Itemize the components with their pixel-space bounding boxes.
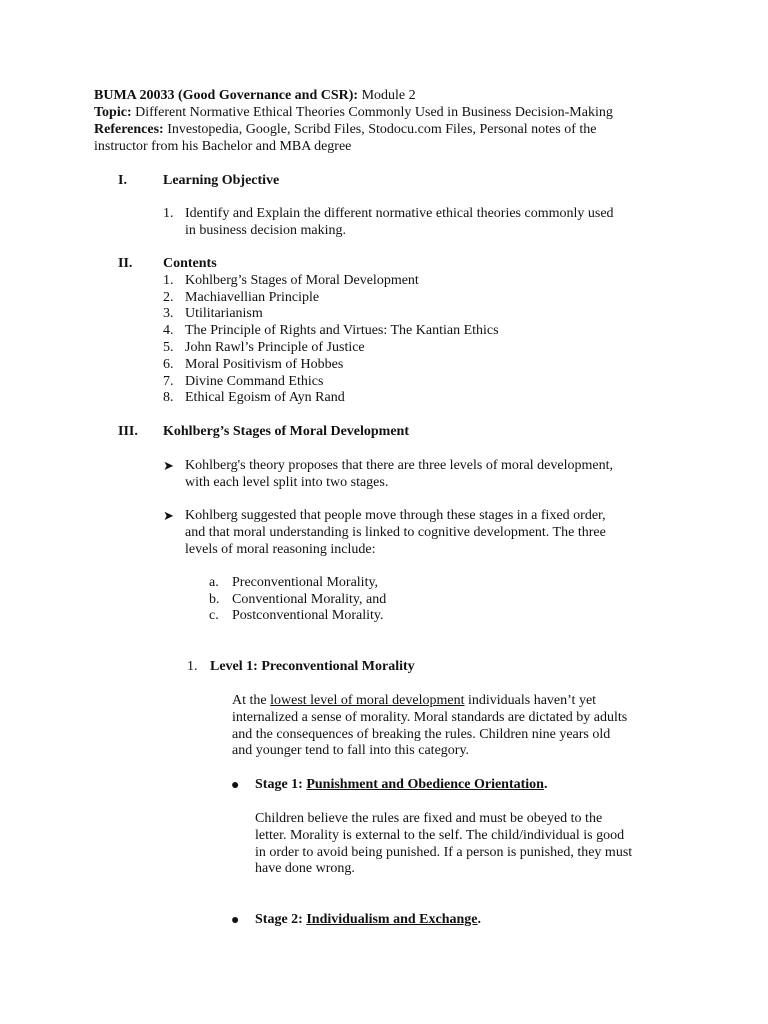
arrow-bullet-icon: ➤ xyxy=(163,508,174,523)
list-item: John Rawl’s Principle of Justice xyxy=(185,340,365,355)
underlined-phrase: lowest level of moral development xyxy=(270,693,465,708)
list-item: The Principle of Rights and Virtues: The Kantian Ethics xyxy=(185,323,499,338)
list-item-number: 8. xyxy=(163,390,174,405)
objective-text-line-1: Identify and Explain the different normative ethical theories commonly used xyxy=(185,206,614,221)
section-title-kohlberg: Kohlberg’s Stages of Moral Development xyxy=(163,424,409,439)
level-1-paragraph-line-4: and younger tend to fall into this category. xyxy=(232,743,470,758)
section-title-contents: Contents xyxy=(163,256,217,271)
bullet-2-line-2: and that moral understanding is linked to cognitive development. The three xyxy=(185,525,606,540)
list-item-number: 5. xyxy=(163,340,174,355)
section-numeral-3: III. xyxy=(118,424,138,439)
list-item-number: 3. xyxy=(163,306,174,321)
list-item: Kohlberg’s Stages of Moral Development xyxy=(185,273,419,288)
stage-1-name: Punishment and Obedience Orientation xyxy=(306,777,544,792)
list-item: Utilitarianism xyxy=(185,306,263,321)
references-line xyxy=(94,122,596,139)
course-label: BUMA 20033 (Good Governance and CSR): xyxy=(94,88,359,103)
list-item-number: 2. xyxy=(163,290,174,305)
objective-number: 1. xyxy=(163,206,174,221)
list-item: Moral Positivism of Hobbes xyxy=(185,357,344,372)
level-1-title: Level 1: Preconventional Morality xyxy=(210,659,415,674)
references-label: References: xyxy=(94,122,164,137)
arrow-bullet-icon: ➤ xyxy=(163,458,174,473)
bullet-2-line-3: levels of moral reasoning include: xyxy=(185,542,376,557)
level-item: Preconventional Morality, xyxy=(232,575,379,590)
topic-text: Different Normative Ethical Theories Commonly Used in Business Decision-Making xyxy=(131,105,613,120)
bullet-1-line-1: Kohlberg's theory proposes that there are three levels of moral development, xyxy=(185,458,613,473)
bullet-1-line-2: with each level split into two stages. xyxy=(185,475,389,490)
stage-1-line-3: in order to avoid being punished. If a person is punished, they must xyxy=(255,845,633,860)
list-item-number: 6. xyxy=(163,357,174,372)
level-letter: a. xyxy=(209,575,219,590)
level-1-number: 1. xyxy=(187,659,198,674)
stage-1-line-2: letter. Morality is external to the self. The child/individual is good xyxy=(255,828,625,843)
topic-label: Topic: xyxy=(94,105,132,120)
stage-2-name: Individualism and Exchange xyxy=(306,912,478,927)
module-label: Module 2 xyxy=(358,88,416,103)
level-1-paragraph-line-3: and the consequences of breaking the rules. Children nine years old xyxy=(232,727,611,742)
list-item: Divine Command Ethics xyxy=(185,374,324,389)
stage-2-heading: Stage 2: Individualism and Exchange. xyxy=(255,912,481,927)
list-item-number: 4. xyxy=(163,323,174,338)
section-title-learning-objective: Learning Objective xyxy=(163,173,280,188)
objective-text-line-2: in business decision making. xyxy=(185,223,346,238)
stage-1-line-4: have done wrong. xyxy=(255,861,355,876)
level-item: Conventional Morality, and xyxy=(232,592,387,607)
references-line-2: instructor from his Bachelor and MBA degree xyxy=(94,139,352,154)
level-letter: b. xyxy=(209,592,220,607)
list-item-number: 1. xyxy=(163,273,174,288)
bullet-dot-icon: ● xyxy=(231,913,240,928)
list-item: Ethical Egoism of Ayn Rand xyxy=(185,390,345,405)
list-item: Machiavellian Principle xyxy=(185,290,320,305)
level-1-paragraph-line-2: internalized a sense of morality. Moral standards are dictated by adults xyxy=(232,710,628,725)
topic-line xyxy=(94,105,613,122)
level-1-paragraph-line-1: At the lowest level of moral development individuals haven’t yet xyxy=(232,693,597,708)
section-numeral-2: II. xyxy=(118,256,133,271)
stage-1-line-1: Children believe the rules are fixed and must be obeyed to the xyxy=(255,811,603,826)
course-line xyxy=(94,88,416,105)
stage-1-heading: Stage 1: Punishment and Obedience Orientation. xyxy=(255,777,548,792)
level-item: Postconventional Morality. xyxy=(232,608,384,623)
list-item-number: 7. xyxy=(163,374,174,389)
bullet-dot-icon: ● xyxy=(231,778,240,793)
section-numeral-1: I. xyxy=(118,173,127,188)
bullet-2-line-1: Kohlberg suggested that people move through these stages in a fixed order, xyxy=(185,508,606,523)
level-letter: c. xyxy=(209,608,219,623)
references-text: Investopedia, Google, Scribd Files, Stodocu.com Files, Personal notes of the xyxy=(163,122,597,137)
